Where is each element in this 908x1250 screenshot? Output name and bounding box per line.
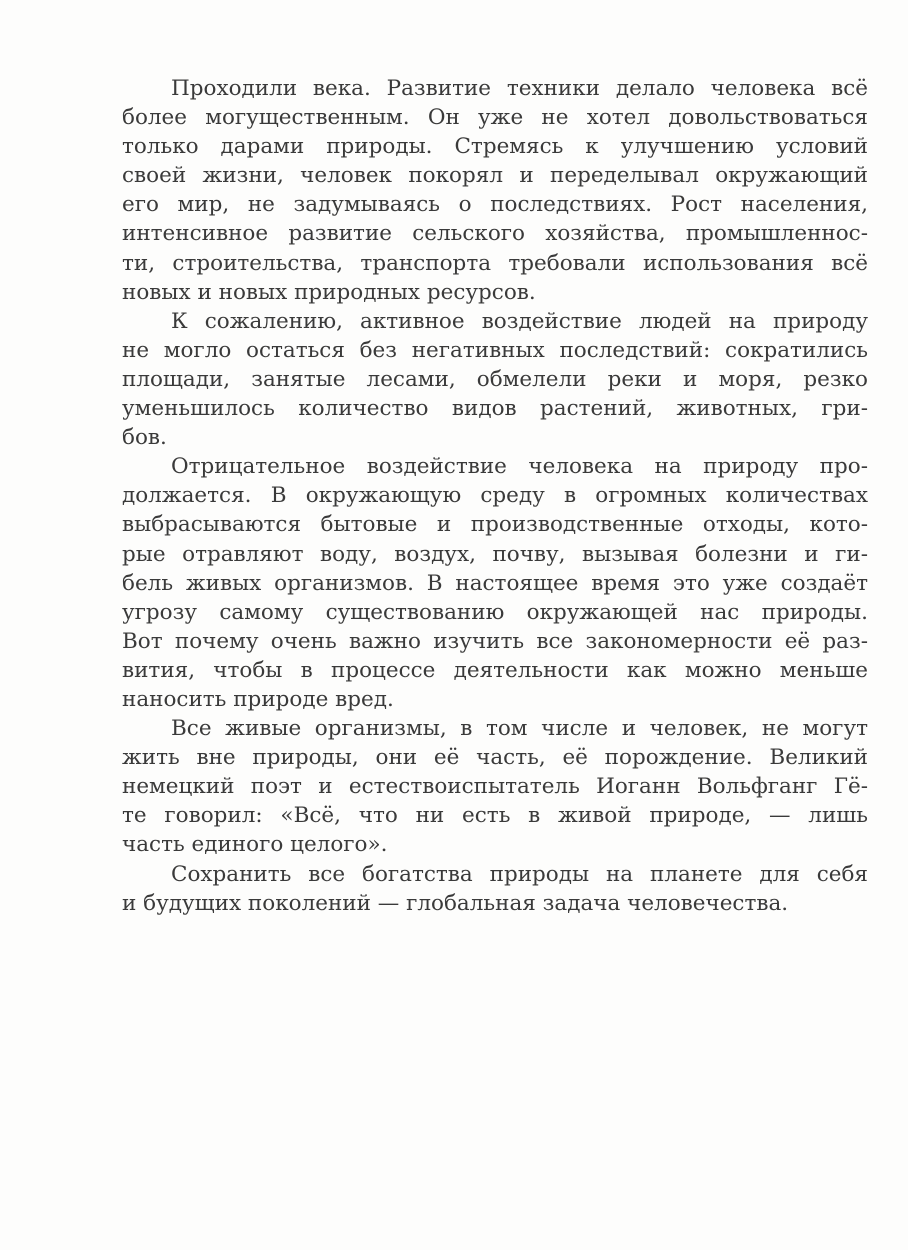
text-line: те говорил: «Всё, что ни есть в живой природе, — лишь bbox=[122, 803, 868, 829]
text-line: должается. В окружающую среду в огромных количествах bbox=[122, 483, 868, 509]
body-text bbox=[122, 74, 868, 918]
text-line: своей жизни, человек покорял и переделывал окружающий bbox=[122, 163, 868, 189]
text-line: К сожалению, активное воздействие людей на природу bbox=[171, 308, 868, 334]
text-line: Все живые организмы, в том числе и человек, не могут bbox=[171, 716, 868, 742]
text-line: ти, строительства, транспорта требовали использования всё bbox=[122, 250, 868, 276]
text-line: угрозу самому существованию окружающей нас природы. bbox=[122, 599, 868, 625]
text-line: Вот почему очень важно изучить все закономерности её раз- bbox=[122, 628, 868, 654]
text-line: наносить природе вред. bbox=[122, 686, 394, 712]
paragraph-1 bbox=[122, 74, 868, 307]
text-line: жить вне природы, они её часть, её порождение. Великий bbox=[122, 745, 868, 771]
text-line: и будущих поколений — глобальная задача человечества. bbox=[122, 890, 789, 916]
text-line: только дарами природы. Стремясь к улучшению условий bbox=[122, 134, 868, 160]
paragraph-4 bbox=[122, 714, 868, 859]
text-line: Проходили века. Развитие техники делало человека всё bbox=[171, 76, 868, 101]
text-line: Сохранить все богатства природы на планете для себя bbox=[171, 861, 868, 887]
paragraph-3 bbox=[122, 452, 868, 714]
text-line: Отрицательное воздействие человека на природу про- bbox=[171, 454, 868, 480]
text-line: не могло остаться без негативных последствий: сократились bbox=[122, 337, 868, 363]
text-line: вития, чтобы в процессе деятельности как можно меньше bbox=[122, 657, 868, 683]
text-line: выбрасываются бытовые и производственные отходы, кото- bbox=[122, 512, 868, 538]
text-line: немецкий поэт и естествоиспытатель Иоганн Вольфганг Гё- bbox=[122, 774, 868, 800]
text-line: более могущественным. Он уже не хотел довольствоваться bbox=[122, 105, 868, 131]
text-line: бов. bbox=[122, 425, 167, 451]
paragraph-5 bbox=[122, 860, 868, 918]
text-line: его мир, не задумываясь о последствиях. Рост населения, bbox=[122, 192, 868, 218]
text-line: площади, занятые лесами, обмелели реки и моря, резко bbox=[122, 366, 868, 392]
paragraph-2 bbox=[122, 307, 868, 452]
text-line: часть единого целого». bbox=[122, 832, 388, 858]
text-line: бель живых организмов. В настоящее время это уже создаёт bbox=[122, 570, 868, 596]
text-line: уменьшилось количество видов растений, животных, гри- bbox=[122, 396, 868, 422]
text-line: интенсивное развитие сельского хозяйства, промышленнос- bbox=[122, 221, 868, 247]
text-line: новых и новых природных ресурсов. bbox=[122, 279, 536, 305]
text-line: рые отравляют воду, воздух, почву, вызывая болезни и ги- bbox=[122, 541, 868, 567]
